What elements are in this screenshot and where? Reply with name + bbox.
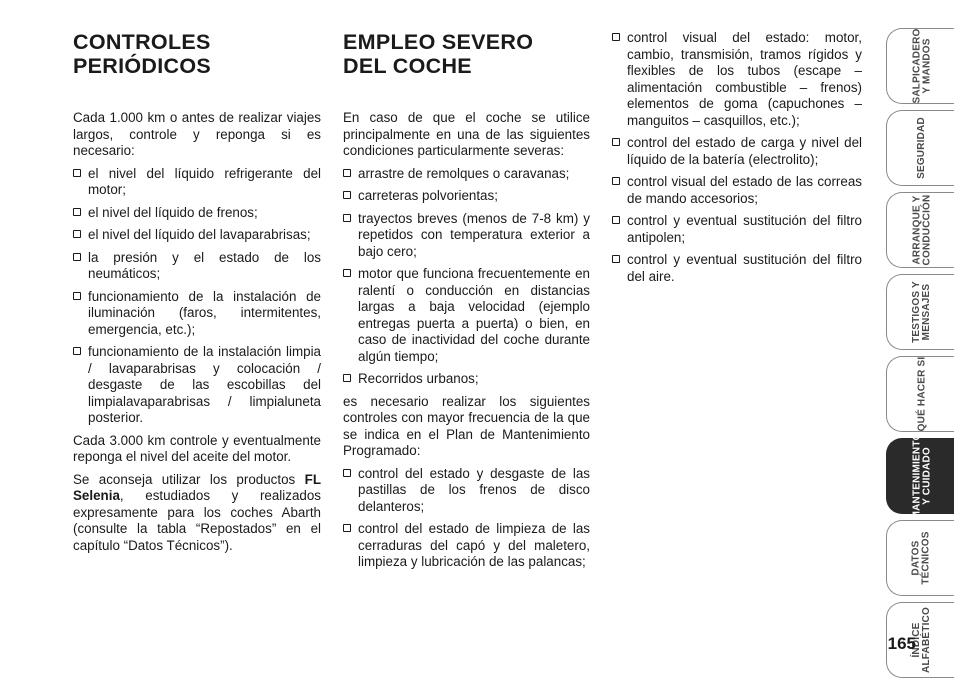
list-item: el nivel del líquido de frenos; — [73, 205, 321, 222]
checkbox-bullet-icon — [612, 33, 620, 41]
checkbox-bullet-icon — [343, 269, 351, 277]
checkbox-bullet-icon — [343, 214, 351, 222]
paragraph-products: Se aconseja utilizar los productos FL Selenia, estudiados y realizados expresamente para los coches Abarth (consulte la tabla “Repostados” en el capítulo “Datos Técnicos”). — [73, 471, 321, 553]
tab-que-hacer-si[interactable]: QUÉ HACER SI — [884, 356, 960, 432]
list-item: motor que funciona frecuentemente en ralentí o conducción en distancias largas a baja velocidad (ejemplo entregas puerta a puerta) o bien, en caso de inactividad del coche durante algún tiempo; — [343, 266, 590, 365]
checkbox-bullet-icon — [343, 169, 351, 177]
list-item: trayectos breves (menos de 7-8 km) y repetidos con temperatura exterior a bajo cero; — [343, 211, 590, 261]
list-item: control del estado y desgaste de las pastillas de los frenos de disco delanteros; — [343, 466, 590, 516]
list-item: arrastre de remolques o caravanas; — [343, 166, 590, 183]
list-item: el nivel del líquido refrigerante del motor; — [73, 166, 321, 199]
tab-arranque[interactable]: ARRANQUE Y CONDUCCIÓN — [884, 192, 960, 268]
list-item: control del estado de carga y nivel del líquido de la batería (electrolito); — [612, 135, 862, 168]
column-severe-use — [343, 30, 590, 577]
checkbox-bullet-icon — [612, 255, 620, 263]
page-number: 165 — [887, 634, 916, 653]
checks-list — [343, 466, 590, 571]
list-item: Recorridos urbanos; — [343, 371, 590, 388]
list-item: la presión y el estado de los neumáticos; — [73, 250, 321, 283]
checkbox-bullet-icon — [612, 216, 620, 224]
checkbox-bullet-icon — [73, 208, 81, 216]
conditions-list — [343, 166, 590, 388]
brand-name: FL Selenia — [73, 471, 321, 503]
list-item: control visual del estado de las correas de mando accesorios; — [612, 174, 862, 207]
column-periodic-checks — [73, 30, 321, 560]
checkbox-bullet-icon — [73, 347, 81, 355]
checkbox-bullet-icon — [612, 138, 620, 146]
section-heading-severe-use: EMPLEO SEVERO DEL COCHE — [343, 30, 534, 78]
checkbox-bullet-icon — [343, 191, 351, 199]
list-item: control visual del estado: motor, cambio, transmisión, tramos rígidos y flexibles de los tubos (escape – alimentación combustible – frenos) elementos de goma (capuchones – manguitos – casquillos, etc.); — [612, 30, 862, 129]
list-item: el nivel del líquido del lavaparabrisas; — [73, 227, 321, 244]
checkbox-bullet-icon — [343, 374, 351, 382]
tab-seguridad[interactable]: SEGURIDAD — [884, 110, 960, 186]
checkbox-bullet-icon — [612, 177, 620, 185]
tab-datos-tecnicos[interactable]: DATOS TÉCNICOS — [884, 520, 960, 596]
list-item: control del estado de limpieza de las cerraduras del capó y del maletero, limpieza y lubricación de las palancas; — [343, 521, 590, 571]
list-item: funcionamiento de la instalación limpia / lavaparabrisas y colocación / desgaste de las escobillas del limpialavaparabrisas / limpialuneta posterior. — [73, 344, 321, 427]
section-heading-periodic-checks: CONTROLES PERIÓDICOS — [73, 30, 211, 78]
intro-paragraph: En caso de que el coche se utilice principalmente en una de las siguientes condiciones particularmente severas: — [343, 110, 590, 158]
checkbox-bullet-icon — [343, 524, 351, 532]
tab-testigos[interactable]: TESTIGOS Y MENSAJES — [884, 274, 960, 350]
checkbox-bullet-icon — [73, 230, 81, 238]
paragraph-oil: Cada 3.000 km controle y eventualmente reponga el nivel del aceite del motor. — [73, 432, 321, 464]
checks-list-continued — [612, 30, 862, 285]
list-item: carreteras polvorientas; — [343, 188, 590, 205]
tab-salpicadero[interactable]: SALPICADERO Y MANDOS — [884, 28, 960, 104]
checkbox-bullet-icon — [343, 469, 351, 477]
paragraph-checks-needed: es necesario realizar los siguientes controles con mayor frecuencia de la que se indica en el Plan de Mantenimiento Programado: — [343, 393, 590, 458]
intro-paragraph: Cada 1.000 km o antes de realizar viajes largos, controle y reponga si es necesario: — [73, 110, 321, 158]
checkbox-bullet-icon — [73, 169, 81, 177]
list-item: control y eventual sustitución del filtro antipolen; — [612, 213, 862, 246]
checklist — [73, 166, 321, 427]
checkbox-bullet-icon — [73, 253, 81, 261]
list-item: control y eventual sustitución del filtro del aire. — [612, 252, 862, 285]
checkbox-bullet-icon — [73, 292, 81, 300]
chapter-tabs — [884, 28, 960, 684]
tab-indice[interactable]: ÍNDICE ALFABÉTICO — [884, 602, 960, 678]
column-checks-continued — [612, 30, 862, 291]
list-item: funcionamiento de la instalación de iluminación (faros, intermitentes, emergencia, etc.); — [73, 289, 321, 339]
tab-mantenimiento[interactable]: MANTENIMIENTO Y CUIDADO — [884, 438, 960, 514]
